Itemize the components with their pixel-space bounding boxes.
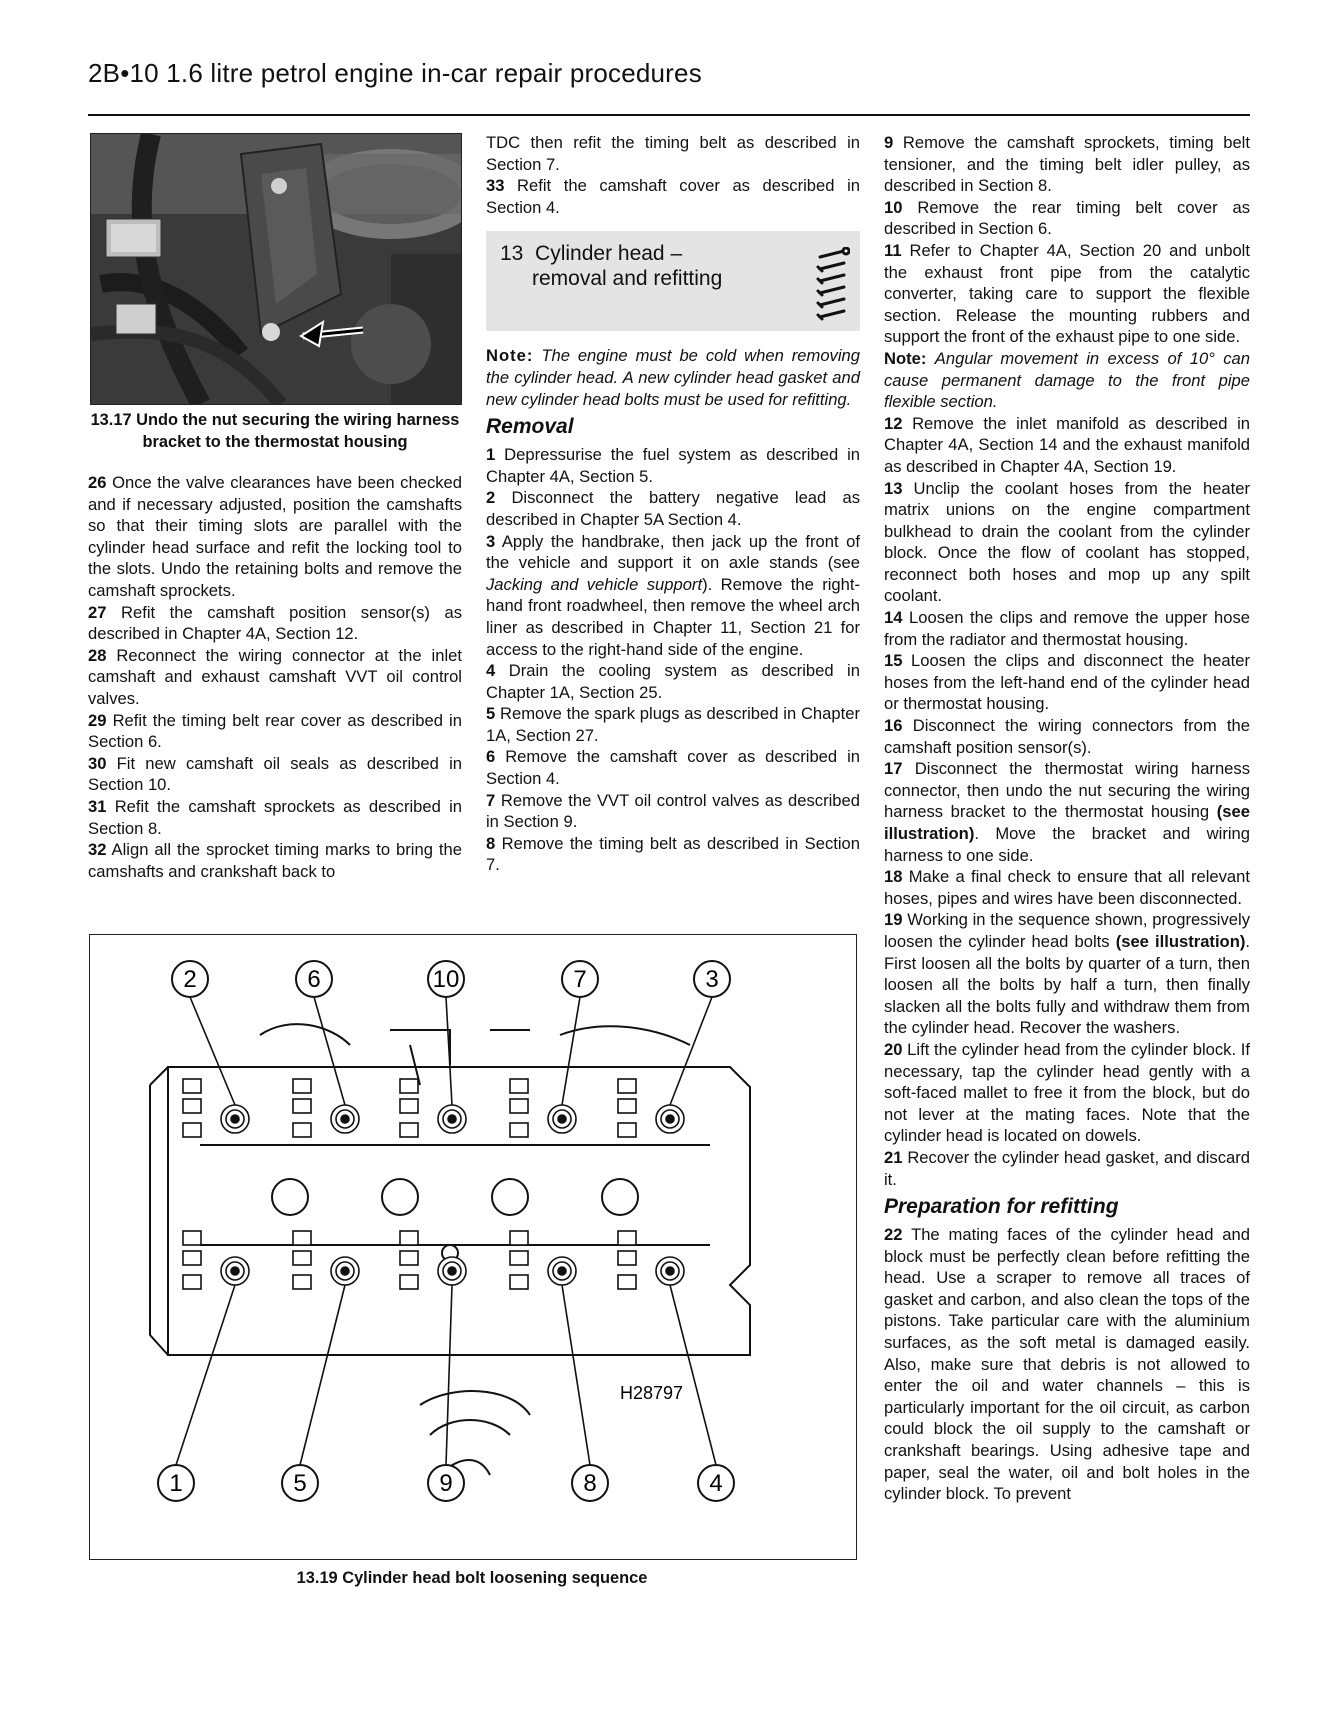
callout-5 (282, 1465, 318, 1501)
para-29: 29 Refit the timing belt rear cover as described in Section 6. (88, 710, 462, 752)
preparation-heading: Preparation for refitting (884, 1195, 1119, 1219)
section-title-line2: removal and refitting (532, 267, 723, 291)
step-5: 5 Remove the spark plugs as described in Chapter 1A, Section 27. (486, 704, 860, 745)
header-rule (88, 114, 1250, 116)
para-27: 27 Refit the camshaft position sensor(s) as described in Chapter 4A, Section 12. (88, 602, 462, 644)
step-20: 20 Lift the cylinder head from the cylinder block. If necessary, tap the cylinder head gently with a soft-faced mallet to free it from the block, but do not lever at the mating faces. Note that the cylinder head is located on dowels. (884, 1039, 1250, 1146)
section-title-line1: Cylinder head – (535, 242, 683, 266)
bolt-bottom-1 (183, 1231, 249, 1289)
callout-1 (158, 1465, 194, 1501)
step-2: 2 Disconnect the battery negative lead as described in Chapter 5A Section 4. (486, 488, 860, 529)
right-column (884, 132, 1250, 1505)
step-19: 19 Working in the sequence shown, progressively loosen the cylinder head bolts (see illustration). First loosen all the bolts by quarter of a turn, then loosen all the bolts by half a turn, then finally slacken all the bolts fully and withdraw them from the cylinder head. Recover the washers. (884, 910, 1250, 1038)
leader-line-8 (562, 1285, 590, 1465)
continuation-text: TDC then refit the timing belt as described in Section 7. (486, 133, 860, 174)
step-12: 12 Remove the inlet manifold as described in Chapter 4A, Section 14 and the exhaust manifold as described in Chapter 4A, Section 19. (884, 413, 1250, 476)
leader-line-3 (670, 997, 712, 1105)
engine-photo-illustration (91, 134, 461, 404)
step-4: 4 Drain the cooling system as described in Chapter 1A, Section 25. (486, 661, 860, 702)
photo-caption: 13.17 Undo the nut securing the wiring harness bracket to the thermostat housing (90, 411, 460, 451)
bolt-sequence-diagram (89, 934, 857, 1560)
leader-line-5 (300, 1285, 345, 1465)
callout-7 (562, 961, 598, 997)
step-18: 18 Make a final check to ensure that all relevant hoses, pipes and wires have been disconnected. (884, 867, 1250, 908)
step-10: 10 Remove the rear timing belt cover as described in Section 6. (884, 197, 1250, 239)
step-16: 16 Disconnect the wiring connectors from the camshaft position sensor(s). (884, 716, 1250, 757)
removal-heading: Removal (486, 415, 574, 439)
leader-line-1 (176, 1285, 235, 1465)
bolt-top-7 (510, 1079, 576, 1137)
leader-line-9 (446, 1285, 452, 1465)
leader-line-4 (670, 1285, 716, 1465)
bolt-bottom-9 (400, 1231, 466, 1289)
callout-3-label: 3 (705, 966, 719, 993)
step-6: 6 Remove the camshaft cover as described in Section 4. (486, 747, 860, 789)
step-3: 3 Apply the handbrake, then jack up the front of the vehicle and support it on axle stands (see Jacking and vehicle support). Remove the right-hand front roadwheel, then remove the wheel arch liner as described in Chapter 11, Section 21 for access to the right-hand side of the engine. (486, 531, 860, 659)
bolt-bottom-8 (510, 1231, 576, 1289)
section-heading-box (486, 231, 860, 331)
step-13: 13 Unclip the coolant hoses from the heater matrix unions on the engine compartment bulkhead to drain the coolant from the cylinder block. Once the flow of coolant has stopped, reconnect both hoses and mop up any spilt coolant. (884, 478, 1250, 606)
step-8: 8 Remove the timing belt as described in Section 7. (486, 833, 860, 875)
callout-2-label: 2 (183, 966, 197, 993)
para-30: 30 Fit new camshaft oil seals as described in Section 10. (88, 753, 462, 795)
callout-1-label: 1 (169, 1470, 183, 1497)
note-cold-engine: Note: The engine must be cold when removing the cylinder head. A new cylinder head gasket and new cylinder head bolts must be used for refitting. (486, 346, 860, 409)
step-1: 1 Depressurise the fuel system as described in Chapter 4A, Section 5. (486, 445, 860, 486)
note-angular-movement: Note: Angular movement in excess of 10° can cause permanent damage to the front pipe flexible section. (884, 348, 1250, 412)
photo-wiring-harness-bracket (90, 133, 462, 405)
bolt-top-2 (183, 1079, 249, 1137)
bolt-bottom-5 (293, 1231, 359, 1289)
step-9: 9 Remove the camshaft sprockets, timing belt tensioner, and the timing belt idler pulley, as described in Section 8. (884, 133, 1250, 196)
bolt-top-6 (293, 1079, 359, 1137)
step-11: 11 Refer to Chapter 4A, Section 20 and unbolt the exhaust front pipe from the catalytic converter, taking care to support the flexible section. Release the mounting rubbers and support the front of the exhaust pipe to one side. (884, 240, 1250, 347)
callout-4 (698, 1465, 734, 1501)
bolt-top-3 (618, 1079, 684, 1137)
para-28: 28 Reconnect the wiring connector at the inlet camshaft and exhaust camshaft VVT oil control valves. (88, 645, 462, 708)
callout-4-label: 4 (709, 1470, 723, 1497)
para-31: 31 Refit the camshaft sprockets as described in Section 8. (88, 796, 462, 838)
callout-9 (428, 1465, 464, 1501)
callout-10 (428, 961, 464, 997)
step-21: 21 Recover the cylinder head gasket, and discard it. (884, 1147, 1250, 1189)
cylinder-head-drawing (90, 935, 856, 1559)
step-7: 7 Remove the VVT oil control valves as described in Section 9. (486, 790, 860, 832)
callout-8-label: 8 (583, 1470, 597, 1497)
callout-3 (694, 961, 730, 997)
callout-5-label: 5 (293, 1470, 307, 1497)
bolt-bottom-4 (618, 1231, 684, 1289)
callout-2 (172, 961, 208, 997)
step-22: 22 The mating faces of the cylinder head and block must be perfectly clean before refitting the head. Use a scraper to remove all traces of gasket and carbon, and also clean the tops of the pistons. Take particular care with the aluminium surfaces, as the soft metal is damaged easily. Also, make sure that debris is not allowed to enter the oil and water channels – this is particularly important for the oil circuit, as carbon could block the oil supply to the camshaft or crankshaft bearings. Using adhesive tape and paper, seal the water, oil and bolt holes in the cylinder block. To prevent (884, 1225, 1250, 1504)
callout-6 (296, 961, 332, 997)
callout-9-label: 9 (439, 1470, 453, 1497)
page-header: 2B•10 1.6 litre petrol engine in-car repair procedures (88, 58, 702, 88)
callout-7-label: 7 (573, 966, 587, 993)
step-15: 15 Loosen the clips and disconnect the heater hoses from the left-hand end of the cylinder head or thermostat housing. (884, 651, 1250, 714)
para-33: 33 Refit the camshaft cover as described in Section 4. (486, 176, 860, 217)
left-column (88, 472, 462, 882)
para-26: 26 Once the valve clearances have been checked and if necessary adjusted, position the camshafts so that their timing slots are parallel with the cylinder head surface and refit the locking tool to the slots. Undo the retaining bolts and remove the camshaft sprockets. (88, 473, 462, 600)
section-number: 13 (500, 242, 524, 266)
step-17: 17 Disconnect the thermostat wiring harness connector, then undo the nut securing the wiring harness bracket to the thermostat housing (see illustration). Move the bracket and wiring harness to one side. (884, 759, 1250, 865)
leader-line-10 (446, 997, 452, 1105)
callout-10-label: 10 (432, 966, 460, 993)
leader-line-6 (314, 997, 345, 1105)
step-14: 14 Loosen the clips and remove the upper hose from the radiator and thermostat housing. (884, 608, 1250, 649)
callout-6-label: 6 (307, 966, 321, 993)
leader-line-7 (562, 997, 580, 1105)
callout-8 (572, 1465, 608, 1501)
bolt-top-10 (400, 1079, 466, 1137)
middle-column (486, 132, 860, 876)
para-32: 32 Align all the sprocket timing marks to bring the camshafts and crankshaft back to (88, 840, 462, 881)
difficulty-spanner-icon (816, 247, 850, 321)
section-title (500, 241, 722, 291)
diagram-reference: H28797 (620, 1383, 684, 1403)
diagram-caption: 13.19 Cylinder head bolt loosening sequence (296, 1569, 648, 1587)
